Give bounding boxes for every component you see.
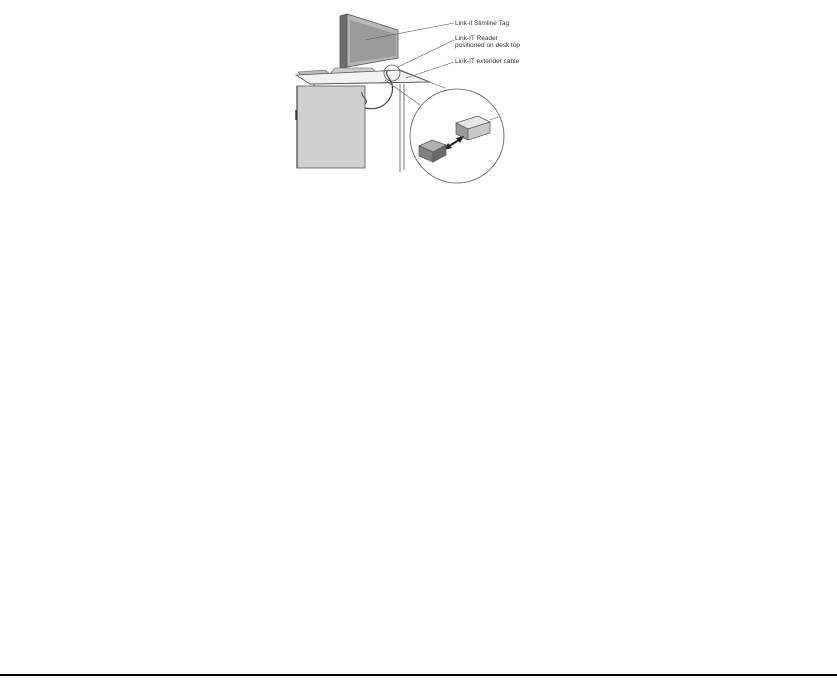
cabinet	[296, 86, 365, 168]
page-bottom-rule	[0, 674, 837, 676]
callout-slimline-tag: Link-it Slimline Tag	[455, 20, 510, 27]
callout-extender-cable: Link-IT extender cable	[455, 58, 520, 65]
callout-reader-position: Link-IT Reader positioned on desk top	[455, 35, 521, 49]
detail-inset	[410, 89, 504, 183]
monitor	[330, 14, 398, 74]
